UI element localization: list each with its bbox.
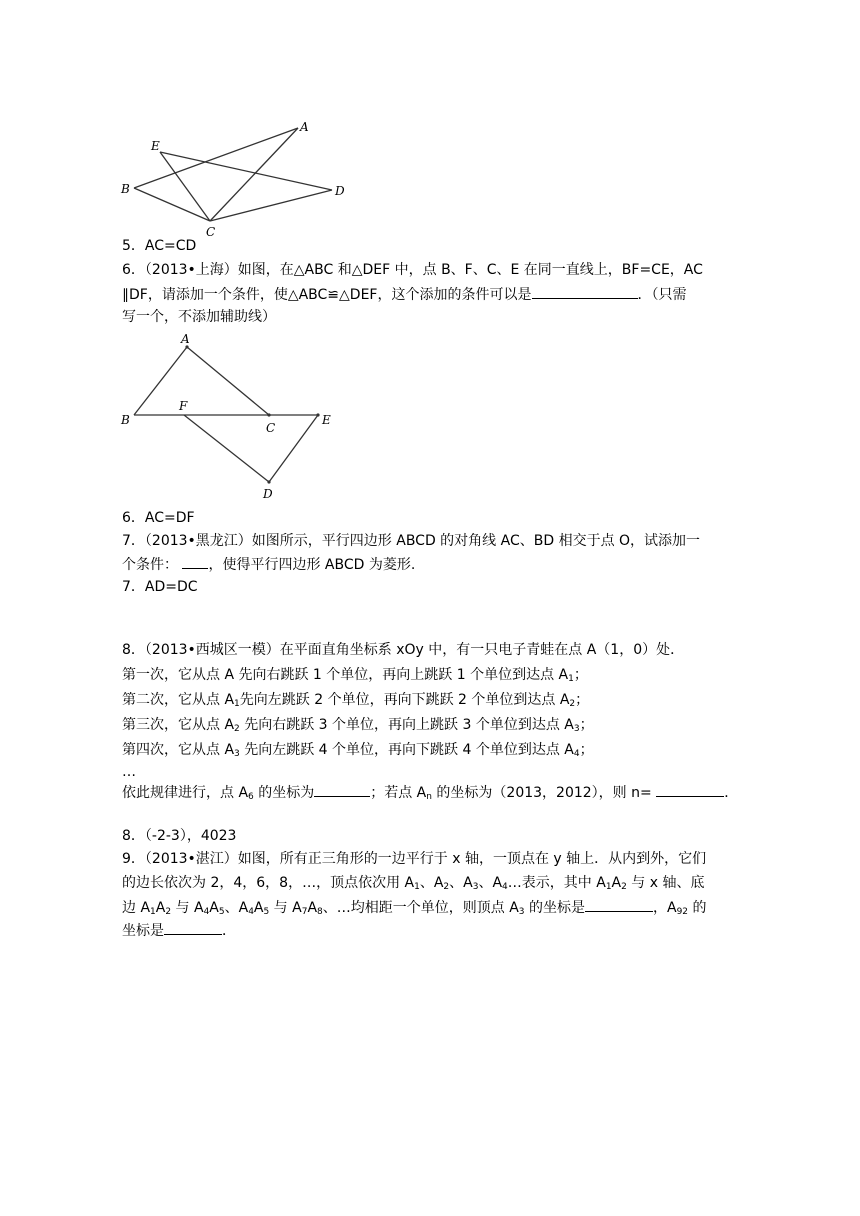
- question-8-line-3: 第二次，它从点 $A_1$先向左跳跃 2 个单位，再向下跳跃 2 个单位到达点 $A_2$；: [122, 692, 590, 709]
- label-d: D: [335, 184, 345, 198]
- label-a: A: [181, 332, 190, 346]
- label-c: C: [266, 421, 276, 435]
- segment-fd: [184, 415, 269, 482]
- question-9-line-3: 边 $A_1A_2$ 与 $A_4A_5$、$A_4A_5$ 与 $A_7A_8$、…均相距一个单位，则顶点 $A_3$ 的坐标是 ，$A_{92}$ 的: [122, 897, 706, 918]
- segment-ac: [210, 128, 298, 221]
- question-6-line-2: ∥DF，请添加一个条件，使△ABC≌△DEF，这个添加的条件可以是 ．（只需: [122, 284, 687, 305]
- question-6-line-1: 6．（2013•上海）如图，在△ABC 和△DEF 中，点 B、F、C、E 在同一直线上，BF=CE，AC: [122, 262, 703, 278]
- segment-ba: [134, 128, 298, 188]
- label-d: D: [263, 487, 273, 501]
- question-8-line-6: …: [122, 764, 136, 780]
- answer-blank[interactable]: [532, 284, 638, 299]
- segment-ac: [187, 347, 269, 415]
- label-b: B: [121, 413, 130, 427]
- segment-ed: [160, 152, 332, 190]
- answer-5: 5．AC=CD: [122, 238, 197, 254]
- answer-blank-a3[interactable]: [585, 897, 653, 912]
- answer-blank-n[interactable]: [656, 782, 724, 797]
- question-8-line-5: 第四次，它从点 $A_3$ 先向左跳跃 4 个单位，再向下跳跃 4 个单位到达点 $A_4$；: [122, 742, 594, 759]
- question-8-line-7: 依此规律进行，点 $A_6$ 的坐标为 ；若点 $A_n$ 的坐标为（2013，2012），则 n= ．: [122, 782, 738, 803]
- label-c: C: [206, 225, 216, 239]
- answer-7: 7．AD=DC: [122, 579, 198, 595]
- figure-triangles-abc-def: [118, 330, 348, 505]
- question-9-line-1: 9．（2013•湛江）如图，所有正三角形的一边平行于 x 轴，一顶点在 y 轴上．从内到外，它们: [122, 851, 707, 867]
- question-8-line-4: 第三次，它从点 $A_2$ 先向右跳跃 3 个单位，再向上跳跃 3 个单位到达点 $A_3$；: [122, 717, 594, 734]
- answer-6: 6．AC=DF: [122, 510, 195, 526]
- figure-triangles-abc-ecd: [118, 118, 358, 240]
- question-9-line-2: 的边长依次为 2，4，6，8，…，顶点依次用 $A_1$、$A_2$、$A_3$、$A_4\dots$表示，其中 $A_1A_2$ 与 x 轴、底: [122, 875, 705, 892]
- answer-8: 8．（-2-3），4023: [122, 828, 237, 844]
- question-7-line-1: 7．（2013•黑龙江）如图所示，平行四边形 ABCD 的对角线 AC、BD 相交于点 O，试添加一: [122, 533, 701, 549]
- question-6-line-3: 写一个，不添加辅助线）: [122, 309, 276, 325]
- question-9-line-4: 坐标是 ．: [122, 920, 236, 941]
- question-7-line-2: 个条件： ，使得平行四边形 ABCD 为菱形.: [122, 554, 415, 575]
- label-e: E: [151, 139, 160, 153]
- answer-blank[interactable]: [182, 554, 208, 569]
- answer-blank-a6[interactable]: [314, 782, 370, 797]
- answer-blank-a92[interactable]: [164, 920, 222, 935]
- label-a: A: [300, 120, 309, 134]
- question-8-line-1: 8．（2013•西城区一模）在平面直角坐标系 xOy 中，有一只电子青蛙在点 A（1，0）处．: [122, 642, 685, 658]
- label-e: E: [322, 413, 331, 427]
- segment-dc: [210, 190, 332, 221]
- segment-ed: [269, 415, 318, 482]
- label-b: B: [121, 182, 130, 196]
- label-f: F: [179, 399, 188, 413]
- question-8-line-2: 第一次，它从点 A 先向右跳跃 1 个单位，再向上跳跃 1 个单位到达点 $A_1$；: [122, 667, 588, 684]
